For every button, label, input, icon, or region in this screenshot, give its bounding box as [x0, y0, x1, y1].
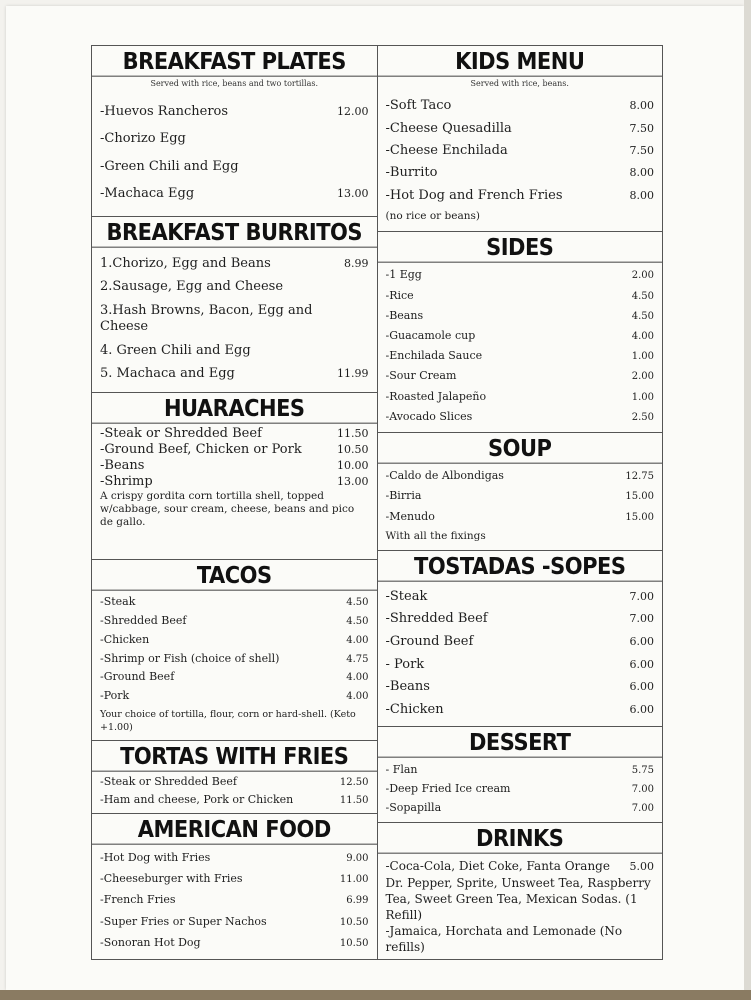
item-price: 2.00 — [631, 371, 654, 383]
item-name: -Sopapilla — [385, 800, 442, 814]
section-drinks — [378, 823, 663, 959]
item-name: -Super Fries or Super Nachos — [100, 914, 267, 928]
item-list — [92, 843, 377, 959]
menu-item — [386, 489, 655, 504]
menu-item — [100, 442, 369, 458]
item-price: 2.00 — [631, 270, 654, 282]
item-price: 11.50 — [339, 795, 369, 806]
item-price: 15.00 — [625, 491, 654, 503]
item-price: 6.00 — [629, 680, 654, 694]
section-title: DESSERT — [378, 726, 663, 758]
item-name: -Hot Dog with Fries — [100, 851, 211, 865]
table-surface — [0, 990, 751, 1000]
item-name: -Chicken — [100, 632, 150, 646]
menu-item — [386, 679, 655, 695]
item-name: - Pork — [385, 656, 425, 672]
section-tostadas-sopes — [378, 551, 663, 727]
menu-item — [386, 611, 655, 627]
menu-item — [100, 936, 369, 951]
drinks-line: -Jamaica, Horchata and Lemonade (No refills) — [385, 924, 623, 954]
section-tortas — [92, 741, 377, 814]
menu-item — [100, 474, 369, 490]
menu-item — [386, 369, 655, 384]
menu-item — [386, 634, 655, 650]
menu-item — [100, 595, 369, 610]
item-name: -Coca-Cola, Diet Coke, Fanta Orange — [385, 859, 610, 873]
menu-item — [386, 469, 655, 484]
menu-right-column — [378, 46, 663, 959]
menu-item — [100, 652, 369, 667]
item-list — [92, 90, 377, 216]
item-list — [378, 90, 663, 231]
item-price: 10.50 — [339, 937, 369, 949]
item-price: 13.00 — [337, 187, 369, 201]
menu-item — [100, 104, 369, 120]
item-name: -Beans — [385, 308, 424, 322]
section-dessert — [378, 727, 663, 823]
item-name: -Steak or Shredded Beef — [100, 775, 237, 788]
section-huaraches — [92, 393, 377, 560]
item-name: 5. Machaca and Egg — [100, 366, 235, 382]
item-price: 6.00 — [629, 702, 654, 716]
menu-item — [386, 309, 655, 324]
item-name: -Huevos Rancheros — [100, 103, 229, 119]
item-price: 4.75 — [346, 653, 369, 665]
item-price: 8.99 — [344, 256, 369, 270]
item-name: -Steak — [385, 588, 428, 604]
item-name: -Green Chili and Egg — [100, 158, 239, 174]
item-name: -Sour Cream — [385, 369, 457, 383]
item-price: 7.00 — [631, 802, 654, 814]
menu-item — [100, 915, 369, 930]
menu-item — [100, 366, 369, 382]
item-list — [378, 756, 663, 822]
menu-item — [100, 775, 369, 790]
section-sides — [378, 232, 663, 433]
item-name: -Avocado Slices — [385, 409, 473, 423]
menu-item — [100, 793, 369, 808]
section-breakfast-burritos — [92, 217, 377, 393]
item-price: 12.75 — [625, 471, 654, 483]
item-price: 5.00 — [629, 860, 654, 873]
item-price: 4.50 — [631, 290, 654, 302]
item-price: 11.50 — [337, 427, 369, 440]
item-price: 4.00 — [346, 672, 369, 684]
item-price: 11.00 — [339, 874, 369, 886]
menu-item — [386, 329, 655, 344]
item-price: 1.00 — [631, 351, 654, 363]
item-name: -Cheeseburger with Fries — [100, 872, 243, 886]
menu-item — [386, 801, 655, 816]
section-soup — [378, 433, 663, 551]
menu-item — [100, 343, 369, 359]
item-name: -Ground Beef — [100, 670, 175, 684]
item-name: -Shrimp — [100, 474, 153, 489]
item-name: 3.Hash Browns, Bacon, Egg and Cheese — [100, 302, 313, 334]
item-name: -Hot Dog and French Fries — [385, 187, 563, 203]
item-price: 7.00 — [629, 612, 654, 626]
item-price: 8.00 — [629, 188, 654, 202]
item-price: 15.00 — [625, 511, 654, 523]
item-price: 6.00 — [629, 634, 654, 648]
item-list — [378, 580, 663, 726]
item-name: -Pork — [100, 689, 130, 703]
item-name: -Ham and cheese, Pork or Chicken — [100, 793, 294, 806]
item-name: -Roasted Jalapeño — [385, 389, 487, 403]
section-title: SIDES — [378, 230, 663, 262]
item-name: -Shrimp or Fish (choice of shell) — [100, 651, 280, 665]
item-name: -Burrito — [385, 165, 438, 181]
item-list — [378, 462, 663, 550]
menu-item — [100, 670, 369, 685]
item-price: 4.50 — [631, 310, 654, 322]
item-price: 4.00 — [346, 691, 369, 703]
menu-item — [386, 589, 655, 605]
item-name: -Menudo — [385, 509, 435, 523]
menu-item — [386, 410, 655, 425]
menu-item — [100, 279, 369, 295]
menu-item — [100, 689, 369, 704]
item-price: 7.50 — [629, 121, 654, 135]
item-price: 1.00 — [631, 391, 654, 403]
item-name: -Chorizo Egg — [100, 131, 186, 147]
section-note: A crispy gordita corn tortilla shell, topped w/cabbage, sour cream, cheese, beans and pico de gallo. — [100, 490, 355, 528]
item-list — [92, 246, 377, 392]
menu-left-column — [92, 46, 378, 959]
section-breakfast-plates — [92, 46, 377, 217]
item-price: 4.00 — [346, 634, 369, 646]
item-name: -Rice — [385, 288, 414, 302]
item-price: 7.00 — [629, 589, 654, 603]
item-name: -Ground Beef — [385, 633, 474, 649]
item-name: 1.Chorizo, Egg and Beans — [100, 255, 271, 271]
item-price: 10.00 — [337, 459, 369, 472]
menu-item — [100, 303, 369, 335]
menu-item — [386, 188, 655, 204]
item-price: 4.00 — [631, 331, 654, 343]
section-title: HUARACHES — [92, 391, 377, 423]
item-price: 9.00 — [346, 853, 369, 865]
item-name: -1 Egg — [385, 268, 422, 282]
section-note: Your choice of tortilla, flour, corn or hard-shell. (Keto +1.00) — [100, 709, 356, 734]
item-price: 5.75 — [631, 764, 654, 776]
item-name: -Beans — [100, 458, 145, 473]
section-title: AMERICAN FOOD — [92, 812, 377, 844]
menu-item — [100, 426, 369, 442]
menu-item — [386, 165, 655, 181]
menu-item — [386, 268, 655, 283]
item-name: -Deep Fried Ice cream — [385, 781, 511, 795]
menu-grid — [91, 45, 663, 960]
menu-item — [386, 657, 655, 673]
item-name: 2.Sausage, Egg and Cheese — [100, 279, 284, 295]
menu-item — [386, 349, 655, 364]
item-name: -Soft Taco — [385, 98, 452, 114]
item-name: -Steak or Shredded Beef — [100, 426, 262, 441]
menu-item — [386, 98, 655, 114]
menu-item — [386, 289, 655, 304]
menu-item — [386, 390, 655, 405]
item-price: 6.99 — [346, 895, 369, 907]
item-list — [92, 770, 377, 813]
section-title: SOUP — [378, 431, 663, 463]
menu-item — [100, 633, 369, 648]
item-price: 12.00 — [337, 104, 369, 118]
menu-item — [100, 872, 369, 887]
menu-item — [100, 851, 369, 866]
menu-item — [100, 186, 369, 202]
item-name: -Shredded Beef — [385, 611, 488, 627]
menu-item — [100, 893, 369, 908]
item-name: -Steak — [100, 594, 136, 608]
item-price: 2.50 — [631, 411, 654, 423]
item-name: -Cheese Enchilada — [385, 142, 508, 158]
menu-item — [386, 121, 655, 137]
section-title: TORTAS WITH FRIES — [92, 739, 377, 771]
item-price: 10.50 — [339, 916, 369, 928]
menu-item — [100, 131, 369, 147]
item-price: 8.00 — [629, 166, 654, 180]
item-name: -Cheese Quesadilla — [385, 120, 512, 136]
item-price: 11.99 — [337, 367, 369, 381]
section-tacos — [92, 560, 377, 741]
section-subtitle: Served with rice, beans. — [470, 79, 569, 88]
menu-item — [100, 256, 369, 272]
item-name: -Birria — [385, 489, 422, 503]
item-name: -Chicken — [385, 701, 444, 717]
menu-item — [386, 143, 655, 159]
item-name: -French Fries — [100, 893, 176, 907]
section-note: (no rice or beans) — [385, 209, 480, 222]
menu-item — [100, 614, 369, 629]
menu-item — [100, 159, 369, 175]
item-list — [92, 422, 377, 559]
menu-item — [386, 763, 655, 778]
item-price: 12.50 — [339, 777, 369, 788]
section-subtitle: Served with rice, beans and two tortillas. — [150, 79, 319, 88]
item-name: -Ground Beef, Chicken or Pork — [100, 442, 302, 457]
item-name: -Sonoran Hot Dog — [100, 935, 201, 949]
item-price: 10.50 — [337, 443, 369, 456]
item-list — [378, 261, 663, 432]
menu-item — [386, 782, 655, 797]
item-price: 7.00 — [631, 783, 654, 795]
drinks-text — [378, 852, 663, 959]
section-title: KIDS MENU — [378, 44, 663, 76]
section-american-food — [92, 814, 377, 959]
section-title: BREAKFAST BURRITOS — [92, 215, 377, 247]
item-price: 4.50 — [346, 596, 369, 608]
menu-item — [100, 458, 369, 474]
item-name: -Guacamole cup — [385, 329, 476, 343]
item-price: 13.00 — [337, 475, 369, 488]
item-name: - Flan — [385, 762, 418, 776]
section-title: TACOS — [92, 558, 377, 590]
section-note: With all the fixings — [385, 529, 486, 542]
item-price: 4.50 — [346, 615, 369, 627]
background-edge — [744, 0, 751, 1000]
section-title: BREAKFAST PLATES — [92, 44, 377, 76]
section-title: TOSTADAS -SOPES — [378, 549, 663, 581]
item-name: -Shredded Beef — [100, 613, 187, 627]
item-price: 7.50 — [629, 143, 654, 157]
drinks-line: Dr. Pepper, Sprite, Unsweet Tea, Raspberry Tea, Sweet Green Tea, Mexican Sodas. (1 Refill) — [385, 876, 651, 922]
item-list — [92, 589, 377, 740]
item-name: -Enchilada Sauce — [385, 349, 483, 363]
menu-item — [386, 702, 655, 718]
item-name: -Machaca Egg — [100, 186, 195, 202]
section-kids-menu — [378, 46, 663, 232]
item-name: -Caldo de Albondigas — [385, 469, 504, 483]
section-title: DRINKS — [378, 821, 663, 853]
menu-item — [386, 858, 655, 875]
item-name: -Beans — [385, 679, 430, 695]
menu-item — [386, 510, 655, 525]
item-name: 4. Green Chili and Egg — [100, 342, 251, 358]
item-price: 8.00 — [629, 99, 654, 113]
item-price: 6.00 — [629, 657, 654, 671]
